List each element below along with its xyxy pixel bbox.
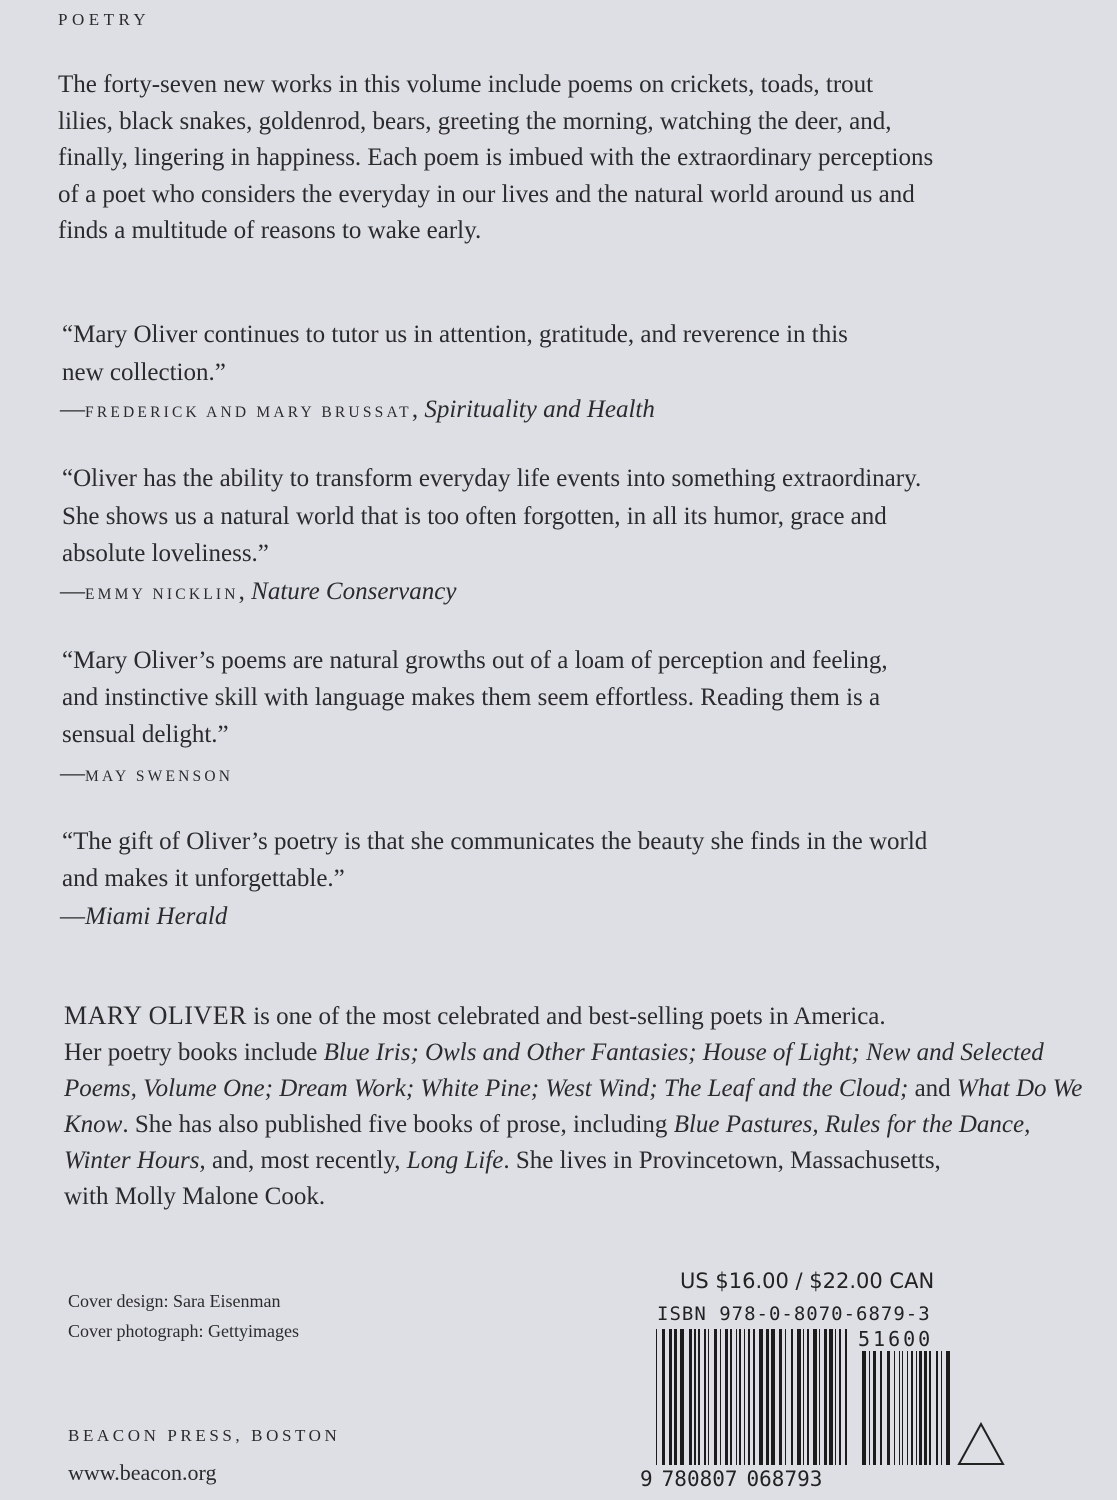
quote-4: [62, 823, 927, 897]
quote-3-attribution: —MAY SWENSON: [60, 760, 234, 787]
barcode-digit-group: 9: [640, 1467, 653, 1491]
quote-2: [62, 460, 921, 573]
author-name: MARY OLIVER: [64, 1001, 247, 1030]
barcode-bar: [911, 1351, 913, 1465]
cover-design-credit: Cover design: Sara Eisenman: [68, 1291, 281, 1311]
description-line: of a poet who considers the everyday in our lives and the natural world around us and: [58, 180, 915, 208]
barcode-bar: [807, 1329, 809, 1465]
isbn: ISBN 978-0-8070-6879-3: [657, 1303, 931, 1325]
quote-author: EMMY NICKLIN: [85, 586, 239, 603]
quote-2-attribution: —EMMY NICKLIN, Nature Conservancy: [60, 578, 457, 605]
quote-source: Miami Herald: [85, 903, 228, 930]
price: US $16.00 / $22.00 CAN: [680, 1269, 935, 1293]
bio-text: and, most recently,: [205, 1147, 407, 1174]
barcode-bar: [887, 1351, 890, 1465]
quote-source: Nature Conservancy: [251, 578, 457, 605]
barcode-bar: [736, 1329, 737, 1465]
barcode-bar: [669, 1329, 672, 1465]
barcode-bar: [929, 1351, 931, 1465]
barcode-bar: [739, 1329, 741, 1465]
barcode-bar: [835, 1329, 836, 1465]
quote-1: [62, 316, 848, 392]
quote-line: and instinctive skill with language makes them seem effortless. Reading them is a: [62, 684, 881, 711]
barcode-bar: [704, 1329, 706, 1465]
barcode-bar: [725, 1329, 728, 1465]
barcode-bar: [785, 1329, 786, 1465]
barcode-bar: [748, 1329, 750, 1465]
price-addon-code: 51600: [858, 1327, 934, 1351]
barcode-bar: [873, 1351, 876, 1465]
barcode-bar: [771, 1329, 775, 1465]
barcode-bar: [797, 1329, 801, 1465]
barcode-bar: [714, 1329, 717, 1465]
bio-text: is one of the most celebrated and best-selling poets in America.: [246, 1003, 886, 1030]
barcode: [650, 1325, 950, 1485]
description-line: The forty-seven new works in this volume include poems on crickets, toads, trout: [58, 71, 874, 98]
quote-line: absolute loveliness.”: [62, 540, 269, 567]
book-title: Poems, Volume One; Dream Work; White Pine; West Wind; The Leaf and the Cloud;: [64, 1075, 909, 1102]
book-title: Blue Pastures, Rules for the Dance,: [673, 1111, 1031, 1138]
quote-line: She shows us a natural world that is too often forgotten, in all its humor, grace and: [62, 502, 887, 530]
quote-source: Spirituality and Health: [424, 396, 655, 423]
quote-line: sensual delight.”: [62, 721, 229, 748]
quote-line: new collection.”: [62, 359, 226, 386]
barcode-bar: [839, 1329, 841, 1465]
barcode-bar: [946, 1351, 950, 1465]
barcode-bar: [803, 1329, 804, 1465]
barcode-bar: [902, 1351, 903, 1465]
quote-line: “The gift of Oliver’s poetry is that she communicates the beauty she finds in the world: [62, 828, 928, 855]
description-line: finds a multitude of reasons to wake early.: [58, 217, 482, 244]
bio-line: [64, 998, 1082, 1035]
barcode-bar: [753, 1329, 755, 1465]
bio-text: Her poetry books include: [64, 1039, 324, 1066]
bio-line: [64, 1179, 1082, 1215]
barcode-bar: [907, 1351, 908, 1465]
quote-1-attribution: —FREDERICK AND MARY BRUSSAT, Spirituality and Health: [60, 396, 655, 423]
bio-text: . She has also published five books of prose, including: [122, 1111, 674, 1138]
quote-line: “Oliver has the ability to transform everyday life events into something extraordinary.: [62, 465, 922, 492]
barcode-bar: [779, 1329, 782, 1465]
book-title: Long Life: [406, 1147, 504, 1174]
triangle-icon: [956, 1421, 1006, 1467]
barcode-bar: [829, 1329, 833, 1465]
barcode-bar: [694, 1329, 696, 1465]
barcode-bar: [862, 1351, 866, 1465]
barcode-bar: [759, 1329, 763, 1465]
barcode-bar: [791, 1329, 793, 1465]
barcode-digit-group: 068793: [746, 1467, 823, 1491]
barcode-bar: [674, 1329, 677, 1465]
barcode-bar: [819, 1329, 820, 1465]
bio-line: [64, 1143, 1082, 1179]
description: [58, 67, 933, 250]
bio-line: [64, 1107, 1082, 1143]
bio-text: . She lives in Provincetown, Massachusetts,: [503, 1147, 941, 1174]
barcode-bar: [916, 1351, 917, 1465]
barcode-bar: [894, 1351, 895, 1465]
barcode-bar: [720, 1329, 721, 1465]
bio-text: with Molly Malone Cook.: [64, 1183, 326, 1210]
barcode-bar: [813, 1329, 817, 1465]
barcode-digit-group: 780807: [661, 1467, 738, 1491]
barcode-bar: [899, 1351, 900, 1465]
quote-line: “Mary Oliver’s poems are natural growths out of a loam of perception and feeling,: [62, 647, 888, 674]
barcode-digits: [640, 1467, 831, 1491]
barcode-bar: [708, 1329, 709, 1465]
barcode-bar: [730, 1329, 732, 1465]
quote-author: FREDERICK AND MARY BRUSSAT: [85, 404, 412, 421]
barcode-bar: [656, 1329, 657, 1465]
barcode-bar: [941, 1351, 942, 1465]
barcode-bar: [824, 1329, 827, 1465]
barcode-bar: [766, 1329, 769, 1465]
quote-author: MAY SWENSON: [85, 768, 234, 785]
description-line: lilies, black snakes, goldenrod, bears, greeting the morning, watching the deer, and,: [58, 107, 892, 135]
barcode-bar: [924, 1351, 927, 1465]
book-title: Blue Iris; Owls and Other Fantasies; House of Light; New and Selected: [323, 1039, 1044, 1066]
publisher: BEACON PRESS, BOSTON: [68, 1426, 341, 1445]
barcode-bar: [698, 1329, 700, 1465]
bio-line: [64, 1035, 1082, 1071]
barcode-bar: [845, 1329, 847, 1465]
bio-line: [64, 1071, 1082, 1107]
barcode-bar: [662, 1329, 665, 1465]
cover-credits: [68, 1286, 299, 1346]
publisher-website: www.beacon.org: [68, 1460, 217, 1485]
quote-3: [62, 642, 888, 753]
cover-photo-credit: Cover photograph: Gettyimages: [68, 1321, 299, 1341]
description-line: finally, lingering in happiness. Each poem is imbued with the extraordinary perceptions: [58, 144, 934, 171]
quote-line: “Mary Oliver continues to tutor us in attention, gratitude, and reverence in this: [62, 321, 848, 348]
quote-line: and makes it unforgettable.”: [62, 865, 345, 892]
barcode-bar: [880, 1351, 882, 1465]
barcode-bar: [744, 1329, 745, 1465]
barcode-bar: [869, 1351, 870, 1465]
barcode-bar: [936, 1351, 938, 1465]
book-title: Know: [64, 1111, 123, 1138]
category-label: POETRY: [58, 10, 151, 29]
barcode-bar: [919, 1351, 922, 1465]
barcode-bar: [680, 1329, 684, 1465]
barcode-bar: [689, 1329, 692, 1465]
bio-text: and: [908, 1075, 957, 1102]
book-title: Winter Hours,: [64, 1147, 206, 1174]
author-bio: [64, 998, 1082, 1215]
book-title: What Do We: [956, 1075, 1083, 1102]
quote-4-attribution: —Miami Herald: [60, 903, 228, 930]
